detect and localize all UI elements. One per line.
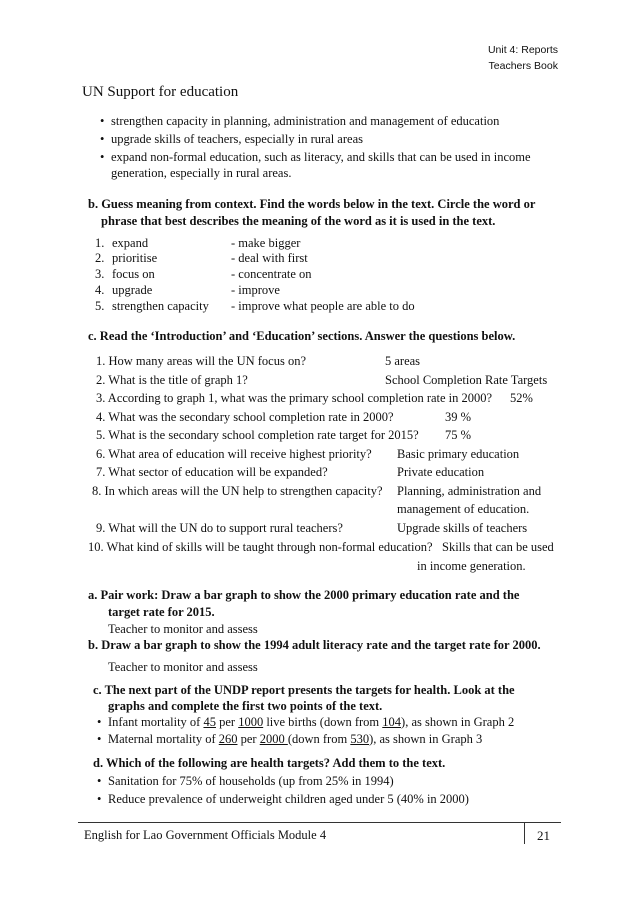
vocab-meaning: - improve [231,283,280,297]
task-a-note: Teacher to monitor and assess [108,622,258,636]
task-c: c. The next part of the UNDP report presents the targets for health. Look at the [93,683,515,697]
vocab-num: 3. [95,267,105,281]
vocab-meaning: - make bigger [231,236,301,250]
vocab-meaning: - deal with first [231,251,308,265]
page-number: 21 [537,828,550,843]
question: 6. What area of education will receive highest priority? [96,447,372,461]
footer-title: English for Lao Government Officials Module 4 [84,828,327,842]
question: 7. What sector of education will be expanded? [96,465,328,479]
task-a-cont: target rate for 2015. [108,605,215,619]
vocab-word: strengthen capacity [112,299,209,313]
question: 10. What kind of skills will be taught through non-formal education? [88,540,433,554]
task-b-note: Teacher to monitor and assess [108,660,258,674]
vocab-num: 4. [95,283,105,297]
bullet-item: • strengthen capacity in planning, administration and management of education [111,114,499,129]
health-target-item: • Reduce prevalence of underweight children aged under 5 (40% in 2000) [108,792,469,807]
question: 9. What will the UN do to support rural teachers? [96,521,343,535]
answer: 5 areas [385,354,421,368]
footer-divider [78,822,561,823]
vocab-num: 1. [95,236,105,250]
vocab-word: expand [112,236,149,250]
answer: Upgrade skills of teachers [397,521,528,535]
vocab-num: 5. [95,299,105,313]
task-d: d. Which of the following are health targets? Add them to the text. [93,756,446,770]
question: 3. According to graph 1, what was the primary school completion rate in 2000? [96,391,493,405]
footer-page-divider [524,822,525,844]
bullet-item-cont: generation, especially in rural areas. [111,166,292,180]
header-unit: Unit 4: Reports [487,44,558,56]
health-target-item: • Sanitation for 75% of households (up from 25% in 1994) [108,774,394,789]
exercise-c-instruction: c. Read the ‘Introduction’ and ‘Education’ sections. Answer the questions below. [88,329,516,343]
vocab-word: upgrade [112,283,153,297]
task-a: a. Pair work: Draw a bar graph to show the 2000 primary education rate and the [88,588,520,602]
task-b: b. Draw a bar graph to show the 1994 adult literacy rate and the target rate for 2000. [88,638,541,652]
question: 4. What was the secondary school completion rate in 2000? [96,410,394,424]
vocab-word: focus on [112,267,155,281]
bullet-item: • upgrade skills of teachers, especially in rural areas [111,132,363,147]
vocab-word: prioritise [112,251,158,265]
answer: Skills that can be used [442,540,554,554]
health-target-item: • Infant mortality of 45 per 1000 live births (down from 104), as shown in Graph 2 [108,715,514,730]
answer: 75 % [445,428,472,442]
answer: School Completion Rate Targets [385,373,548,387]
exercise-b-instruction: b. Guess meaning from context. Find the words below in the text. Circle the word or [88,197,536,211]
answer: 52% [510,391,533,405]
answer-cont: management of education. [397,502,530,516]
vocab-meaning: - improve what people are able to do [231,299,415,313]
task-c-cont: graphs and complete the first two points of the text. [108,699,383,713]
header-book: Teachers Book [488,60,558,72]
question: 1. How many areas will the UN focus on? [96,354,307,368]
section-title: UN Support for education [82,84,239,100]
vocab-num: 2. [95,251,105,265]
health-target-item: • Maternal mortality of 260 per 2000 (down from 530), as shown in Graph 3 [108,732,482,747]
exercise-b-instruction-cont: phrase that best describes the meaning of the word as it is used in the text. [101,214,496,228]
answer-cont: in income generation. [417,559,526,573]
question: 8. In which areas will the UN help to strengthen capacity? [92,484,383,498]
vocab-meaning: - concentrate on [231,267,312,281]
question: 2. What is the title of graph 1? [96,373,248,387]
answer: 39 % [445,410,472,424]
question: 5. What is the secondary school completion rate target for 2015? [96,428,419,442]
answer: Private education [397,465,485,479]
answer: Planning, administration and [397,484,542,498]
answer: Basic primary education [397,447,520,461]
bullet-item: • expand non-formal education, such as literacy, and skills that can be used in income [111,150,531,165]
